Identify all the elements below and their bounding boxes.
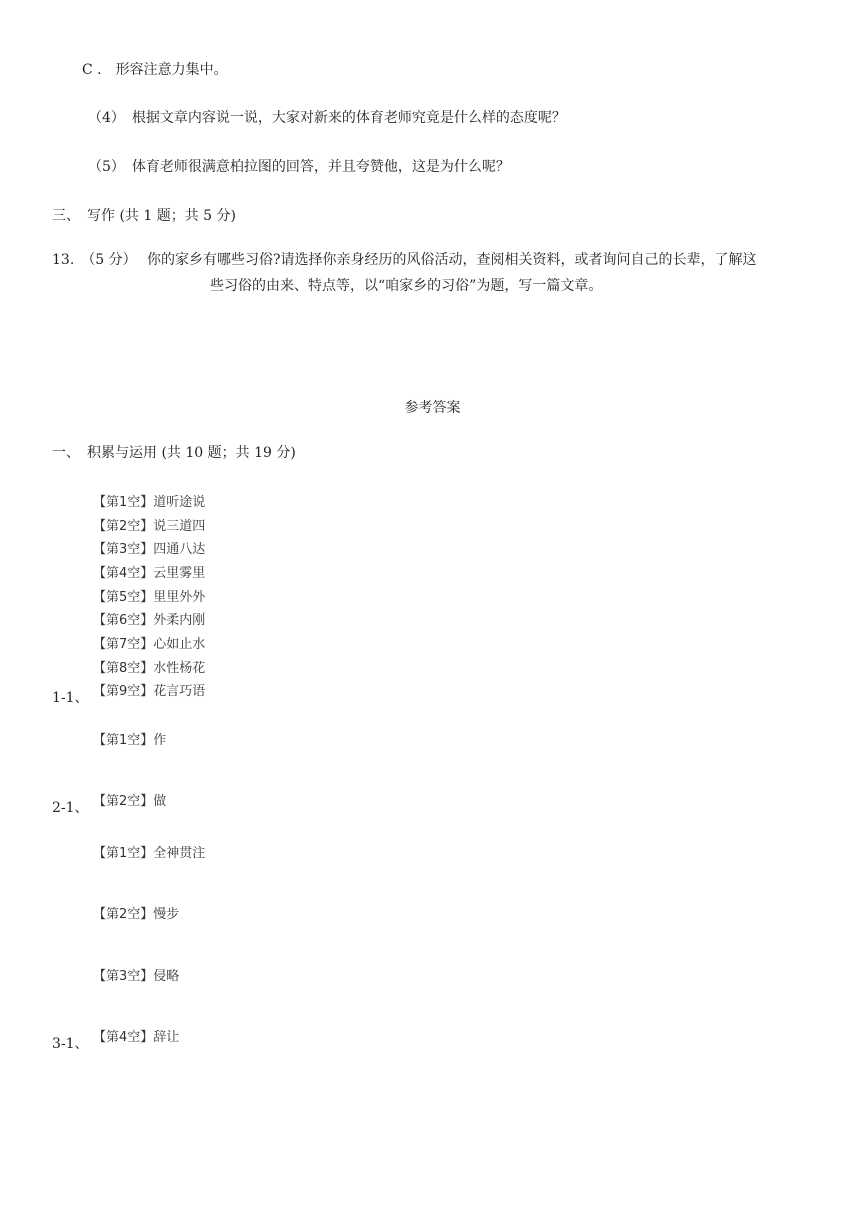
- answer-item: 【第5空】里里外外: [93, 590, 206, 605]
- option-c: C ． 形容注意力集中。: [82, 62, 228, 78]
- question-13-line-2: 些习俗的由来、特点等，以“咱家乡的习俗”为题，写一篇文章。: [210, 278, 603, 294]
- answer-item: 【第3空】侵略: [93, 969, 180, 984]
- answers-section-1-heading: 一、 积累与运用 (共 10 题；共 19 分): [52, 445, 296, 461]
- question-13-line-1: 你的家乡有哪些习俗?请选择你亲身经历的风俗活动，查阅相关资料，或者询问自己的长辈，了解这: [147, 252, 757, 268]
- answer-item: 【第1空】全神贯注: [93, 846, 206, 861]
- answer-item: 【第1空】作: [93, 733, 167, 748]
- answer-item: 【第8空】水性杨花: [93, 661, 206, 676]
- question-4: （4） 根据文章内容说一说，大家对新来的体育老师究竟是什么样的态度呢？: [88, 110, 566, 126]
- answer-item: 【第7空】心如止水: [93, 637, 206, 652]
- answer-item: 【第3空】四通八达: [93, 542, 206, 557]
- answer-group-label: 1-1、: [52, 690, 89, 706]
- answer-group-label: 2-1、: [52, 800, 89, 816]
- answers-title: 参考答案: [404, 400, 461, 416]
- question-5: （5） 体育老师很满意柏拉图的回答，并且夸赞他，这是为什么呢？: [88, 159, 510, 175]
- answer-item: 【第2空】慢步: [93, 907, 180, 922]
- answer-item: 【第4空】云里雾里: [93, 566, 206, 581]
- answer-item: 【第2空】做: [93, 794, 167, 809]
- answer-item: 【第6空】外柔内刚: [93, 613, 206, 628]
- answer-item: 【第4空】辞让: [93, 1030, 180, 1045]
- section-3-heading: 三、 写作 (共 1 题；共 5 分): [52, 208, 236, 224]
- answer-item: 【第2空】说三道四: [93, 519, 206, 534]
- answer-group-label: 3-1、: [52, 1036, 89, 1052]
- question-13-number: 13. （5 分）: [52, 252, 137, 268]
- answer-item: 【第1空】道听途说: [93, 495, 206, 510]
- answer-item: 【第9空】花言巧语: [93, 684, 206, 699]
